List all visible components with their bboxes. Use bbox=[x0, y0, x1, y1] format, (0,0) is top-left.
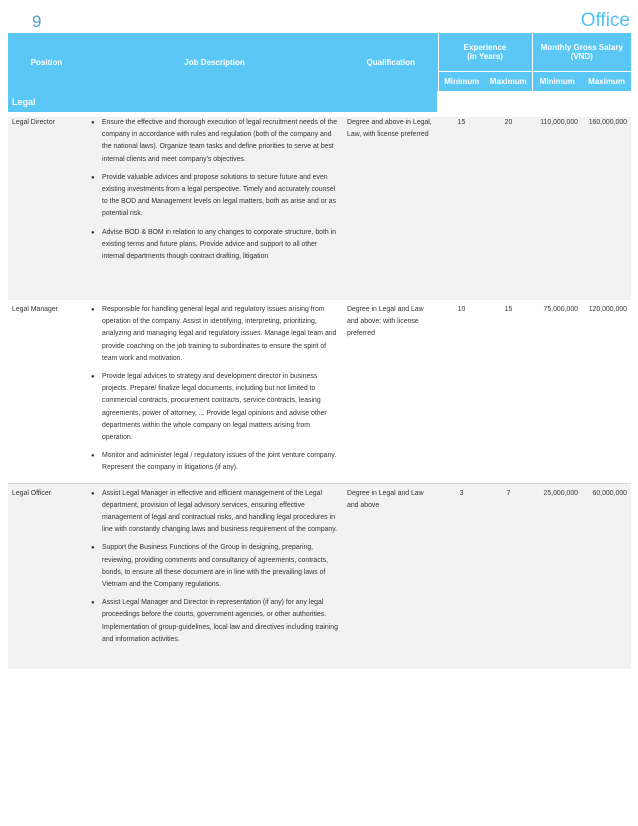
position-cell: Legal Manager bbox=[8, 300, 85, 483]
category-row bbox=[8, 91, 631, 112]
salary-max-cell: 60,000,000 bbox=[582, 483, 631, 669]
duty-item: ● Support the Business Functions of the Group in designing, preparing, reviewing, providing comments and consultancy of agreements, contracts, bonds, to ensure all these document are in line with the prevailing laws of Vietnam and the Company regulations. bbox=[102, 542, 341, 591]
duty-item: ● Advise BOD & BOM in relation to any changes to corporate structure, both in existing terms and future plans. Provide advice and support to all other internal departments though contract drafting, litigation bbox=[102, 227, 341, 264]
duty-item: ● Assist Legal Manager and Director in representation (if any) for any legal proceedings before the courts, government agencies, or other authorities. Implementation of group-guidelines, local law and directives including training and information activities. bbox=[102, 597, 341, 646]
col-exp-min: Minimum bbox=[438, 72, 485, 92]
col-exp-max: Maximum bbox=[485, 72, 532, 92]
qualification-cell: Degree in Legal and Law and above; with license preferred bbox=[344, 300, 438, 483]
exp-min-cell: 10 bbox=[438, 300, 485, 483]
salary-max-cell: 120,000,000 bbox=[582, 300, 631, 483]
description-cell bbox=[85, 300, 344, 483]
col-job-description: Job Description bbox=[85, 33, 344, 91]
description-cell bbox=[85, 483, 344, 669]
salary-min-cell: 25,000,000 bbox=[532, 483, 582, 669]
position-cell: Legal Director bbox=[8, 117, 85, 300]
exp-min-cell: 15 bbox=[438, 117, 485, 300]
page-number: 9 bbox=[32, 12, 42, 31]
position-cell: Legal Officer bbox=[8, 483, 85, 669]
col-salary-max: Maximum bbox=[582, 72, 631, 92]
section-title: Office bbox=[580, 10, 630, 31]
col-experience: Experience (in Years) bbox=[438, 33, 532, 72]
col-qualification: Qualification bbox=[344, 33, 438, 91]
salary-max-cell: 160,000,000 bbox=[582, 117, 631, 300]
table-row bbox=[8, 483, 631, 669]
description-cell bbox=[85, 117, 344, 300]
duty-item: ● Responsible for handling general legal and regulatory issues arising from operation of the company. Assist in identifying, interpreting, prioritizing, analyzing and managing legal and regulatory issues. Manage legal team and provide coaching on the job training to subordinates to ensure the spirit of team work and motivation. bbox=[102, 304, 341, 365]
duty-item: ● Provide legal advices to strategy and development director in business projects. Prepare/ finalize legal documents, including but not limited to commercial contracts, procurement contracts, service contracts, leasing agreements, power of attorney, ... Provide legal opinions and advise other departments within the whole company on legal matters arising from operation. bbox=[102, 371, 341, 444]
category-label: Legal bbox=[8, 91, 438, 112]
salary-min-cell: 110,000,000 bbox=[532, 117, 582, 300]
duty-item: ● Ensure the effective and thorough execution of legal recruitment needs of the company in accordance with rules and regulation (both of the company and the national laws). Organize team tasks and define priorities to serve at best internal clients and meet company's objectives. bbox=[102, 117, 341, 166]
qualification-cell: Degree in Legal and Law and above bbox=[344, 483, 438, 669]
duty-item: ● Provide valuable advices and propose solutions to secure future and even existing investments from a legal perspective. Timely and accurately counsel to the BOD and Management levels on legal matters, both as arise and or as potential risk. bbox=[102, 172, 341, 221]
col-salary-min: Minimum bbox=[532, 72, 582, 92]
salary-table bbox=[8, 33, 631, 669]
col-position: Position bbox=[8, 33, 85, 91]
duty-item: ● Assist Legal Manager in effective and efficient management of the Legal department, provision of legal advisory services, ensuring effective management of legal and contractual risks, and handling legal procedures in line with constantly changing laws and business requirement of the company. bbox=[102, 488, 341, 537]
exp-min-cell: 3 bbox=[438, 483, 485, 669]
exp-max-cell: 15 bbox=[485, 300, 532, 483]
exp-max-cell: 7 bbox=[485, 483, 532, 669]
salary-min-cell: 75,000,000 bbox=[532, 300, 582, 483]
duty-item: ● Monitor and administer legal / regulatory issues of the joint venture company. Represent the company in litigations (if any). bbox=[102, 450, 341, 474]
qualification-cell: Degree and above in Legal, Law, with license preferred bbox=[344, 117, 438, 300]
table-row bbox=[8, 117, 631, 300]
col-salary: Monthly Gross Salary (VND) bbox=[532, 33, 631, 72]
table-row bbox=[8, 300, 631, 483]
exp-max-cell: 20 bbox=[485, 117, 532, 300]
